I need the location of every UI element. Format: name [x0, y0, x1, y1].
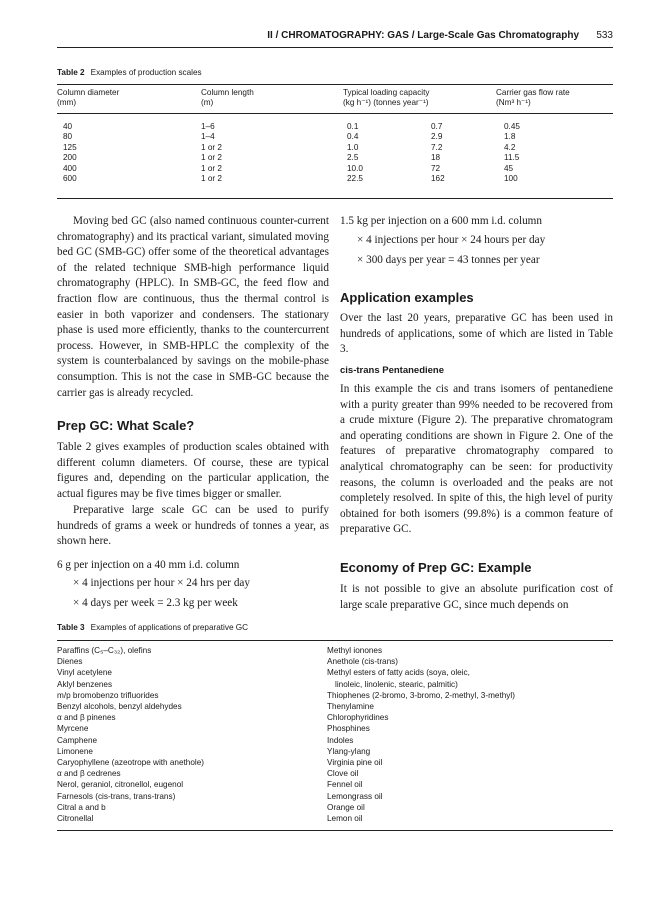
list-item: Benzyl alcohols, benzyl aldehydes — [57, 702, 182, 712]
calc-right-line3: × 300 days per year = 43 tonnes per year — [357, 254, 540, 266]
list-item: Paraffins (C₅–C₃₂), olefins — [57, 646, 152, 655]
list-item: Thiophenes (2-bromo, 3-bromo, 2-methyl, 3-methyl) — [327, 690, 515, 700]
list-item: Limonene — [57, 746, 93, 756]
table2-cell-capacity-kgh: 1.0 — [347, 142, 359, 152]
page-number: 533 — [596, 30, 613, 41]
table2-header-capacity — [343, 88, 429, 108]
list-item: Caryophyllene (azeotrope with anethole) — [57, 758, 205, 768]
list-item: Aklyl benzenes — [57, 679, 113, 689]
table2-cell-diameter: 80 — [63, 132, 73, 142]
table2-cell-capacity-kgh: 0.1 — [347, 122, 359, 131]
table2-header-flow-l1: Carrier gas flow rate — [496, 88, 570, 97]
table2-label: Table 2 — [57, 68, 85, 77]
table2-cell-flow: 0.45 — [504, 122, 520, 131]
table2-cell-capacity-kgh: 2.5 — [347, 153, 359, 163]
list-item: Methyl esters of fatty acids (soya, oleic, — [327, 668, 470, 678]
table2-header-flow-l2: (Nm³ h⁻¹) — [496, 98, 531, 107]
table2-cell-diameter: 600 — [63, 173, 77, 183]
table2-header-diameter-l1: Column diameter — [57, 88, 120, 97]
table2-cell-length: 1 or 2 — [201, 163, 222, 173]
table2-cell-capacity-tyr: 72 — [431, 163, 441, 173]
section-heading-prep-gc-scale: Prep GC: What Scale? — [57, 418, 195, 433]
list-item: linoleic, linolenic, stearic, palmitic) — [335, 679, 458, 689]
list-item: Ylang-ylang — [327, 746, 371, 756]
table2-header-rule — [57, 113, 613, 114]
table-row — [57, 143, 613, 153]
table2-header-capacity-l1: Typical loading capacity — [343, 88, 430, 97]
table2-cell-diameter: 400 — [63, 163, 77, 173]
table3-bottom-rule — [57, 830, 613, 831]
table2-header-length-l2: (m) — [201, 98, 214, 107]
table2-cell-flow: 11.5 — [504, 153, 520, 163]
table2-cell-capacity-kgh: 0.4 — [347, 132, 359, 142]
table3-label: Table 3 — [57, 623, 85, 632]
table2-body — [57, 122, 613, 184]
list-item: Myrcene — [57, 724, 89, 734]
body-paragraph-smb: Moving bed GC (also named continuous counter-current chromatography) and its practical variant, simulated moving bed GC (SMB-GC) offer some of the theoretical advantages of the related technique SMB-high performance liquid chromatography (HPLC). In SMB-GC, the feed flow and fraction flow are continuous, thus the thermal control is easier in both vaporizer and condensers. The stationary phase is used more efficiently, thanks to the countercurrent process. However, in SMB-HPLC the complexity of the system is counterbalanced by savings on the mobile-phase consumption. This is not the case in SMB-GC because the carrier gas is already recycled. — [57, 215, 329, 399]
list-item: Thenylamine — [327, 702, 374, 712]
table2-cell-length: 1 or 2 — [201, 173, 222, 183]
table2-cell-flow: 100 — [504, 173, 518, 183]
table2-cell-diameter: 200 — [63, 153, 77, 163]
list-item: Virginia pine oil — [327, 758, 383, 768]
table3-caption-text: Examples of applications of preparative GC — [90, 623, 249, 632]
list-item: Lemon oil — [327, 814, 363, 824]
table2-top-rule — [57, 84, 613, 85]
table2-header-capacity-l2: (kg h⁻¹) (tonnes year⁻¹) — [343, 98, 429, 107]
calc-left-line3: × 4 days per week = 2.3 kg per week — [73, 597, 238, 609]
list-item: Dienes — [57, 657, 83, 667]
table2-cell-capacity-tyr: 7.2 — [431, 142, 443, 152]
header-rule — [57, 47, 613, 48]
body-paragraph-economy: It is not possible to give an absolute purification cost of large scale preparative GC, since much depends on — [340, 583, 613, 611]
table-row — [57, 153, 613, 163]
calc-left-line2: × 4 injections per hour × 24 hrs per day — [73, 577, 250, 589]
running-header — [57, 30, 613, 44]
body-paragraph-purify: Preparative large scale GC can be used to purify hundreds of grams a week or hundreds of tonnes a year, as shown here. — [57, 504, 329, 548]
table2-header-diameter — [57, 88, 119, 108]
table3-top-rule — [57, 640, 613, 641]
table-row — [57, 132, 613, 142]
table2-cell-capacity-kgh: 10.0 — [347, 163, 363, 173]
list-item: Chlorophyridines — [327, 713, 389, 723]
table2-header-flow — [496, 88, 570, 108]
section-heading-economy: Economy of Prep GC: Example — [340, 560, 532, 575]
list-item: m/p bromobenzo trifluorides — [57, 690, 159, 700]
table3-column-1 — [57, 645, 322, 824]
table2-cell-capacity-tyr: 162 — [431, 173, 445, 183]
table2-cell-length: 1–6 — [201, 122, 215, 131]
table2-header-length — [201, 88, 254, 108]
table2-caption — [57, 68, 202, 77]
body-paragraph-applications: Over the last 20 years, preparative GC has been used in hundreds of applications, some of which are listed in Table 3. — [340, 312, 613, 356]
table2-cell-capacity-kgh: 22.5 — [347, 173, 363, 183]
list-item: Orange oil — [327, 802, 365, 812]
calc-left-line1: 6 g per injection on a 40 mm i.d. column — [57, 559, 240, 571]
list-item: Citral a and b — [57, 802, 106, 812]
list-item: Anethole (cis-trans) — [327, 657, 398, 667]
list-item: Farnesols (cis-trans, trans-trans) — [57, 791, 176, 801]
table2-cell-diameter: 40 — [63, 122, 73, 131]
list-item: α and β pinenes — [57, 713, 116, 723]
table-row — [57, 164, 613, 174]
table-row — [57, 122, 613, 132]
section-heading-applications: Application examples — [340, 290, 474, 305]
table2-cell-flow: 4.2 — [504, 142, 516, 152]
list-item: Citronellal — [57, 814, 94, 824]
list-item: Phosphines — [327, 724, 370, 734]
body-paragraph-pentanediene: In this example the cis and trans isomers of pentanediene with a purity greater than 99% needed to be recovered from a crude mixture (Figure 2). The preparative chromatogram and operating conditions are shown in Figure 2. One of the features of preparative chromatography compared to analytical chromatography can be seen: for productivity reasons, the column is overloaded and the peaks are not completely resolved. In spite of this, the high level of purity obtained for both isomers (99.8%) is a common feature of preparative GC. — [340, 383, 613, 536]
table-row — [57, 174, 613, 184]
list-item: Nerol, geraniol, citronellol, eugenol — [57, 780, 184, 790]
table3-caption — [57, 623, 248, 632]
list-item: Camphene — [57, 735, 98, 745]
list-item: α and β cedrenes — [57, 769, 121, 779]
table2-caption-text: Examples of production scales — [90, 68, 202, 77]
table2-cell-length: 1–4 — [201, 132, 215, 142]
list-item: Fennel oil — [327, 780, 363, 790]
list-item: Methyl ionones — [327, 646, 383, 655]
table2-cell-capacity-tyr: 0.7 — [431, 122, 443, 131]
table3-column-2 — [327, 645, 617, 824]
table2-bottom-rule — [57, 198, 613, 199]
table2-header-diameter-l2: (mm) — [57, 98, 77, 107]
body-paragraph-table2: Table 2 gives examples of production scales obtained with different column diameters. Of course, these are typical figures and, depending on the particular application, the actual figures may be five times bigger or smaller. — [57, 441, 329, 500]
table2-cell-capacity-tyr: 18 — [431, 153, 441, 163]
list-item: Lemongrass oil — [327, 791, 383, 801]
table2-cell-length: 1 or 2 — [201, 153, 222, 163]
running-title: II / CHROMATOGRAPHY: GAS / Large-Scale Gas Chromatography — [267, 30, 579, 41]
list-item: Vinyl acetylene — [57, 668, 112, 678]
table2-header-length-l1: Column length — [201, 88, 254, 97]
table2-cell-flow: 45 — [504, 163, 514, 173]
table2-cell-diameter: 125 — [63, 142, 77, 152]
list-item: Clove oil — [327, 769, 359, 779]
table2-cell-capacity-tyr: 2.9 — [431, 132, 443, 142]
list-item: Indoles — [327, 735, 354, 745]
calc-right-line1: 1.5 kg per injection on a 600 mm i.d. column — [340, 215, 542, 227]
calc-right-line2: × 4 injections per hour × 24 hours per day — [357, 234, 546, 246]
table2-cell-length: 1 or 2 — [201, 142, 222, 152]
subheading-pentanediene: cis-trans Pentanediene — [340, 365, 445, 376]
table2-cell-flow: 1.8 — [504, 132, 516, 142]
